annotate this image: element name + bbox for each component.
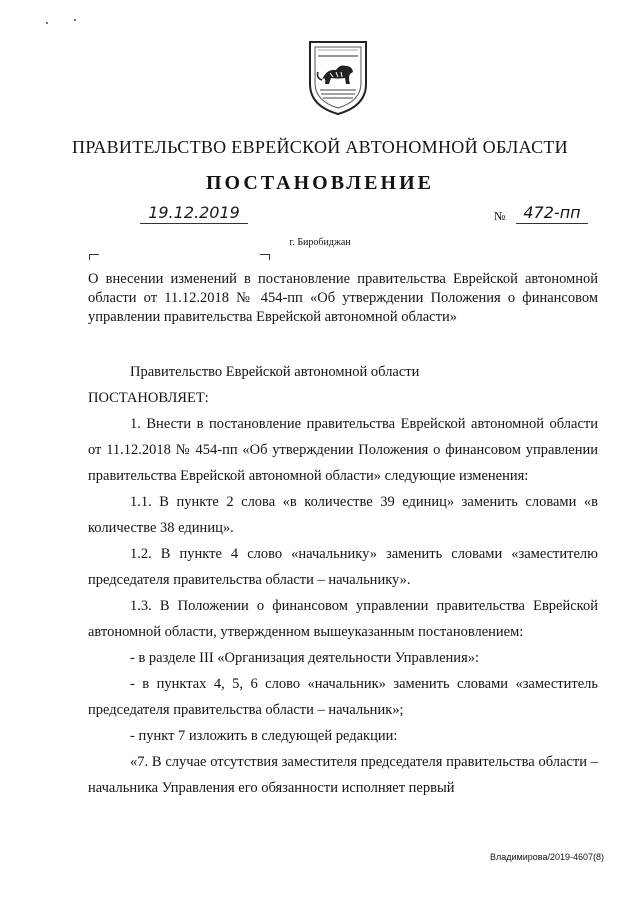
decree-body — [88, 359, 598, 801]
body-resolves: ПОСТАНОВЛЯЕТ: — [88, 390, 209, 406]
decree-subject: О внесении изменений в постановление правительства Еврейской автономной области от 11.12.2018 № 454-пп «Об утверждении Положения о финансовом управлении правительства Еврейской автономной области» — [88, 271, 598, 325]
number-label: № — [494, 209, 506, 223]
author-reference: Владимирова/2019-4607(8) — [490, 852, 604, 862]
paragraph-item-7-text: «7. В случае отсутствия заместителя председателя правительства области – начальника Управления его обязанности исполняет первый — [88, 754, 598, 796]
paragraph-1-3: 1.3. В Положении о финансовом управлении правительства Еврейской автономной области, утвержденном вышеуказанным постановлением: — [88, 598, 598, 640]
scan-speck — [46, 22, 48, 24]
paragraph-item-7: - пункт 7 изложить в следующей редакции: — [130, 728, 398, 744]
coat-of-arms-icon — [306, 36, 370, 116]
decree-date: 19.12.2019 — [140, 203, 248, 224]
paragraph-section-3: - в разделе III «Организация деятельности Управления»: — [130, 650, 480, 666]
paragraph-1: 1. Внести в постановление правительства Еврейской автономной области от 11.12.2018 № 454-пп «Об утверждении Положения о финансовом управлении правительства Еврейской автономной области» следующие изменения: — [88, 416, 598, 484]
scan-speck — [74, 19, 76, 21]
city-name: г. Биробиджан — [289, 237, 351, 248]
government-title: ПРАВИТЕЛЬСТВО ЕВРЕЙСКОЙ АВТОНОМНОЙ ОБЛАСТИ — [72, 137, 568, 157]
paragraph-1-1: 1.1. В пункте 2 слова «в количестве 39 единиц» заменить словами «в количестве 38 единиц». — [88, 494, 598, 536]
subject-bracket-left — [89, 254, 99, 260]
decree-number: 472-пп — [516, 203, 588, 224]
paragraph-1-2: 1.2. В пункте 4 слово «начальнику» заменить словами «заместителю председателя правительства области – начальнику». — [88, 546, 598, 588]
paragraph-items-4-6: - в пунктах 4, 5, 6 слово «начальник» заменить словами «заместитель председателя правительства области – начальник»; — [88, 676, 598, 718]
subject-bracket-right — [260, 254, 270, 260]
document-type-heading: ПОСТАНОВЛЕНИЕ — [206, 172, 434, 194]
body-intro: Правительство Еврейской автономной области — [130, 364, 420, 380]
